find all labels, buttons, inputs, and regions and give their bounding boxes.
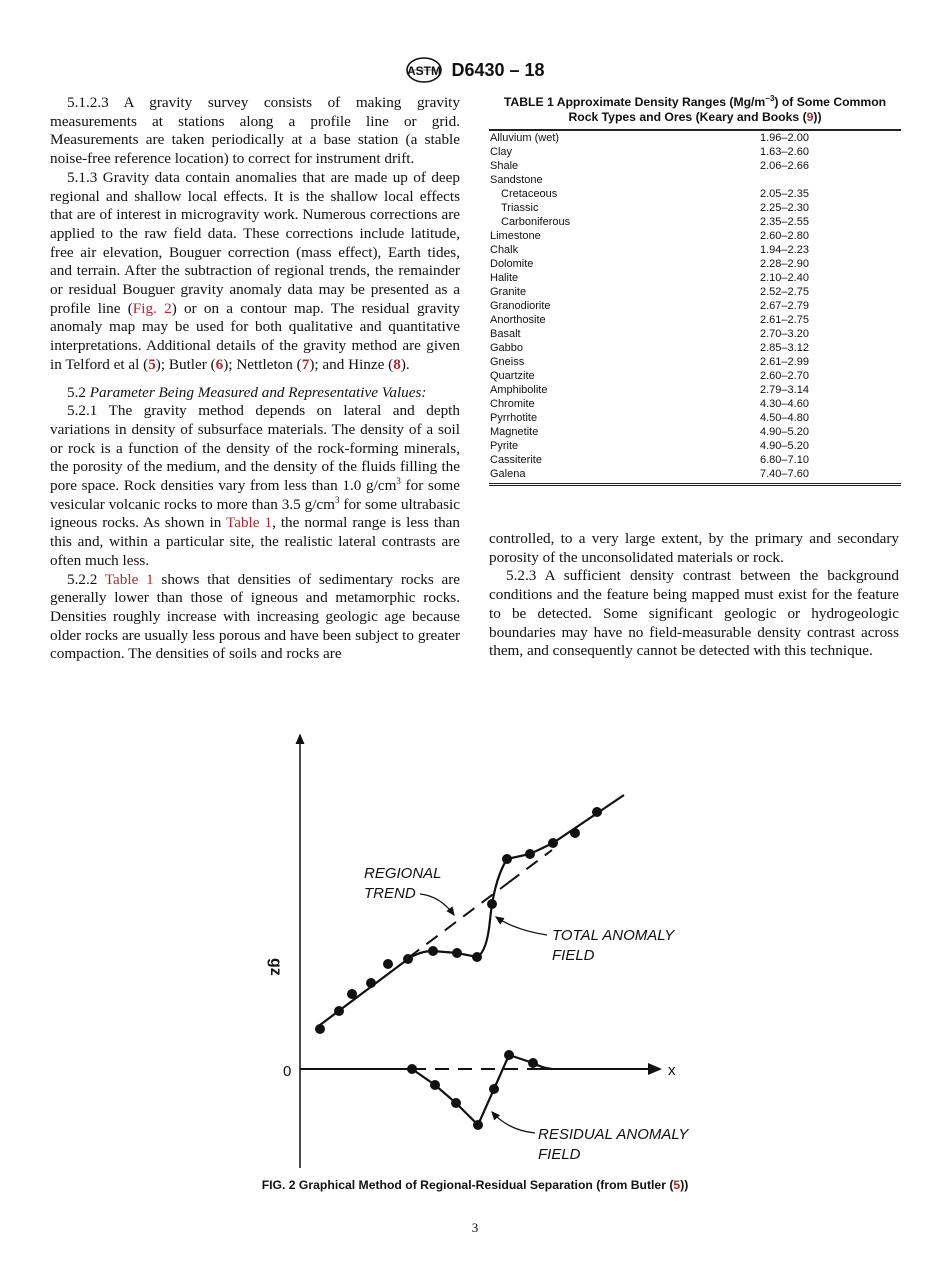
total-anomaly-points (315, 807, 602, 1034)
residual-anomaly-label-1: RESIDUAL ANOMALY (538, 1126, 689, 1143)
rock-type: Granodiorite (490, 300, 551, 312)
section-5-2-heading: 5.2 Parameter Being Measured and Representative Values: (67, 383, 427, 401)
ref-5-link[interactable]: 5 (673, 1178, 681, 1192)
rock-type: Dolomite (490, 258, 534, 270)
rock-type: Chalk (490, 244, 519, 256)
rock-type: Quartzite (490, 370, 535, 382)
zero-label: 0 (283, 1063, 292, 1080)
rock-type: Anorthosite (490, 314, 546, 326)
rock-type: Shale (490, 160, 519, 172)
ref-7-link[interactable]: 7 (301, 355, 310, 373)
rock-type: Carboniferous (501, 216, 571, 228)
y-axis-label: gz (267, 958, 284, 976)
residual-anomaly-label-2: FIELD (538, 1146, 581, 1163)
density-range: 6.80–7.10 (760, 454, 809, 466)
paragraph-5-2-2: 5.2.2 Table 1 shows that densities of sedimentary rocks are generally lower than those of igneous and metamorphic rocks. Densities roughly increase with increasing geologic age because older rocks are usually less porous and have been subject to greater compaction. The densities of soils and rocks are (50, 570, 461, 663)
density-range: 2.28–2.90 (760, 258, 809, 270)
ref-8-link[interactable]: 8 (393, 355, 401, 373)
density-range: 4.50–4.80 (760, 412, 809, 424)
table-row (489, 243, 901, 257)
rock-type: Halite (490, 272, 519, 284)
density-range: 2.05–2.35 (760, 188, 809, 200)
density-range: 2.61–2.99 (760, 356, 809, 368)
paragraph-5-1-3: 5.1.3 Gravity data contain anomalies that are made up of deep regional and shallow local effects. It is the shallow local effects that are of interest in microgravity work. Numerous corrections are applied to the raw field data. These corrections include latitude, free air elevation, Bouguer correction (mass effect), Earth tides, and terrain. After the subtraction of regional trends, the remainder or residual Bouguer gravity anomaly data may be presented as a profile line (Fig. 2) or on a contour map. The residual gravity anomaly map may be used for both qualitative and quantitative interpretations. Additional details of the gravity method are given in Telford et al (5); Butler (6); Nettleton (7); and Hinze (8). (50, 168, 460, 373)
regional-trend-label-1: REGIONAL (364, 865, 442, 882)
rock-type: Triassic (501, 202, 539, 214)
table-1-link[interactable]: Table 1 (104, 570, 154, 588)
density-range: 2.60–2.80 (760, 230, 809, 242)
table-row (489, 327, 901, 341)
density-range: 2.61–2.75 (760, 314, 809, 326)
table-row (489, 397, 901, 411)
rock-type: Limestone (490, 230, 541, 242)
rock-type: Amphibolite (490, 384, 548, 396)
right-column (489, 530, 899, 661)
document-id: D6430 – 18 (451, 59, 545, 80)
table-row (489, 355, 901, 369)
rock-type: Clay (490, 146, 513, 158)
table-row (489, 257, 901, 271)
table-row (489, 159, 901, 173)
table-row (489, 341, 901, 355)
rock-type: Magnetite (490, 426, 539, 438)
regional-residual-diagram (0, 725, 950, 1175)
rock-type: Chromite (490, 398, 535, 410)
density-range: 1.63–2.60 (760, 146, 809, 158)
svg-text:ASTM: ASTM (407, 64, 442, 78)
paragraph-5-1-2-3: 5.1.2.3 A gravity survey consists of making gravity measurements at stations along a profile line or grid. Measurements are taken periodically at a base station (a stable noise-free reference location) to correct for instrument drift. (50, 94, 460, 168)
page-header (0, 56, 950, 84)
table-row (489, 271, 901, 285)
fig-2-link[interactable]: Fig. 2 (132, 299, 172, 317)
density-range: 1.94–2.23 (760, 244, 809, 256)
table-row (489, 299, 901, 313)
rock-type: Gabbo (490, 342, 524, 354)
rock-type: Gneiss (490, 356, 525, 368)
page-number: 3 (471, 1220, 479, 1235)
density-range: 2.60–2.70 (760, 370, 809, 382)
density-table (489, 131, 901, 481)
x-axis-label: x (668, 1062, 676, 1079)
rock-type: Galena (490, 468, 526, 480)
table-1 (489, 95, 901, 486)
paragraph-5-2-1: 5.2.1 The gravity method depends on lateral and depth variations in density of subsurface materials. The density of a soil or rock is a function of the density of the rock-forming minerals, the porosity of the medium, and the density of the fluids filling the pore space. Rock densities vary from less than 1.0 $g/cm^3$ for some vesicular volcanic rocks to more than 3.5 $g/cm^3$ for some ultrabasic igneous rocks. As shown in Table 1, the normal range is less than this and, within a particular site, the realistic lateral contrasts are often much less. (50, 402, 461, 569)
density-range: 2.06–2.66 (760, 160, 809, 172)
density-range: 4.30–4.60 (760, 398, 809, 410)
paragraph-continued: controlled, to a very large extent, by the primary and secondary porosity of the unconsolidated materials or rock. (489, 530, 899, 566)
density-range: 2.79–3.14 (760, 384, 809, 396)
density-range: 2.52–2.75 (760, 286, 809, 298)
rock-type: Basalt (490, 328, 521, 340)
rock-type: Pyrrhotite (490, 412, 538, 424)
figure-2 (0, 725, 950, 1175)
density-range: 2.67–2.79 (760, 300, 809, 312)
rock-type: Pyrite (490, 440, 519, 452)
table-row (489, 187, 901, 201)
density-range: 2.35–2.55 (760, 216, 809, 228)
astm-logo-icon (405, 56, 443, 84)
table-row (489, 173, 901, 187)
rock-type: Granite (490, 286, 527, 298)
ref-9-link[interactable]: 9 (806, 110, 814, 124)
density-range: 2.25–2.30 (760, 202, 809, 214)
table-row (489, 369, 901, 383)
left-column (50, 94, 460, 664)
density-range (760, 173, 901, 187)
rock-type: Sandstone (490, 174, 543, 186)
ref-5-link[interactable]: 5 (148, 355, 156, 373)
table-row (489, 453, 901, 467)
table-row (489, 145, 901, 159)
table-row (489, 215, 901, 229)
rock-type: Alluvium (wet) (490, 132, 560, 144)
table-bottom-rule (489, 483, 901, 486)
rock-type: Cretaceous (501, 188, 558, 200)
density-range: 2.70–3.20 (760, 328, 809, 340)
table-row (489, 131, 901, 145)
ref-6-link[interactable]: 6 (215, 355, 224, 373)
density-range: 1.96–2.00 (760, 132, 809, 144)
table-1-link[interactable]: Table 1 (226, 514, 273, 532)
total-anomaly-label-2: FIELD (552, 947, 595, 964)
figure-2-caption: FIG. 2 Graphical Method of Regional-Residual Separation (from Butler (5)) (261, 1178, 689, 1192)
table-row (489, 467, 901, 481)
table-row (489, 313, 901, 327)
table-row (489, 201, 901, 215)
table-row (489, 383, 901, 397)
density-range: 4.90–5.20 (760, 426, 809, 438)
density-range: 4.90–5.20 (760, 440, 809, 452)
density-range: 7.40–7.60 (760, 468, 809, 480)
table-row (489, 411, 901, 425)
rock-type: Cassiterite (490, 454, 542, 466)
paragraph-5-2-3: 5.2.3 A sufficient density contrast between the background conditions and the feature being mapped must exist for the feature to be detected. Some significant geologic or hydrogeologic boundaries may have no field-measurable density contrast across them, and consequently cannot be detected with this technique. (489, 567, 899, 660)
total-anomaly-label-1: TOTAL ANOMALY (552, 927, 675, 944)
table-row (489, 285, 901, 299)
table-row (489, 229, 901, 243)
table-row (489, 439, 901, 453)
table-row (489, 425, 901, 439)
density-range: 2.10–2.40 (760, 272, 809, 284)
density-range: 2.85–3.12 (760, 342, 809, 354)
regional-trend-label-2: TREND (364, 885, 416, 902)
table-1-caption: TABLE 1 Approximate Density Ranges $(Mg/m^{-3})$ of Some Common Rock Types and Ores (Keary and Books (9)) (503, 94, 887, 124)
